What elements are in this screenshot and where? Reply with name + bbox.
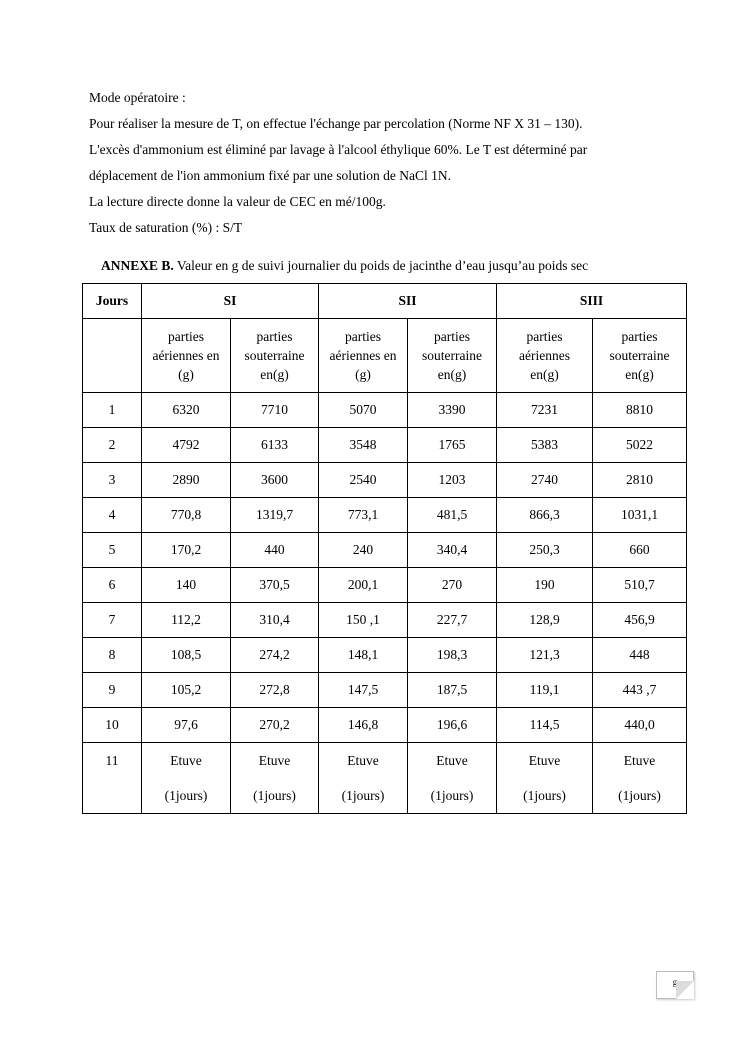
table-cell-value: 148,1 [319,638,408,673]
table-cell-value: 1031,1 [593,498,687,533]
procedure-text [89,85,689,241]
table-cell-value: 105,2 [142,673,231,708]
table-row [83,638,687,673]
table-cell-day: 5 [83,533,142,568]
table-cell-value: 240 [319,533,408,568]
table-cell-value: 440,0 [593,708,687,743]
table-cell-day: 11 [83,743,142,814]
table-cell-value: 7710 [231,393,319,428]
annex-description: Valeur en g de suivi journalier du poids de jacinthe d’eau jusqu’au poids sec [173,258,589,273]
table-cell-value: 198,3 [408,638,497,673]
annex-title [101,258,588,274]
table-cell-value: 119,1 [497,673,593,708]
table-cell-value: 5383 [497,428,593,463]
table-cell-day: 10 [83,708,142,743]
table-cell-etuve: Etuve (1jours) [319,743,408,814]
table-cell-value: 187,5 [408,673,497,708]
table-cell-etuve: Etuve (1jours) [593,743,687,814]
table-cell-day: 8 [83,638,142,673]
table-cell-value: 114,5 [497,708,593,743]
table-cell-day: 9 [83,673,142,708]
procedure-line: déplacement de l'ion ammonium fixé par une solution de NaCl 1N. [89,168,451,183]
table-cell-value: 170,2 [142,533,231,568]
table-row [83,673,687,708]
header-jours: Jours [83,284,142,319]
table-cell-value: 2740 [497,463,593,498]
table-cell-etuve: Etuve (1jours) [497,743,593,814]
procedure-heading: Mode opératoire : [89,90,186,105]
table-cell-value: 3548 [319,428,408,463]
table-row [83,568,687,603]
table-cell-day: 6 [83,568,142,603]
table-cell-value: 660 [593,533,687,568]
table-cell-value: 5070 [319,393,408,428]
annex-label: ANNEXE B. [101,258,174,273]
subheader-empty [83,319,142,393]
table-cell-value: 370,5 [231,568,319,603]
table-cell-value: 270 [408,568,497,603]
table-row [83,428,687,463]
table-cell-value: 97,6 [142,708,231,743]
table-cell-value: 146,8 [319,708,408,743]
header-siii: SIII [497,284,687,319]
table-cell-value: 310,4 [231,603,319,638]
table-cell-value: 866,3 [497,498,593,533]
table-cell-value: 7231 [497,393,593,428]
table-cell-value: 121,3 [497,638,593,673]
table-cell-day: 3 [83,463,142,498]
table-cell-etuve: Etuve (1jours) [142,743,231,814]
table-cell-value: 140 [142,568,231,603]
procedure-line: L'excès d'ammonium est éliminé par lavage à l'alcool éthylique 60%. Le T est déterminé par [89,142,588,157]
table-cell-value: 112,2 [142,603,231,638]
table-row [83,603,687,638]
table-cell-value: 150 ,1 [319,603,408,638]
table-cell-value: 448 [593,638,687,673]
procedure-line: Pour réaliser la mesure de T, on effectue l'échange par percolation (Norme NF X 31 – 130). [89,116,583,131]
table-cell-value: 5022 [593,428,687,463]
table-cell-value: 227,7 [408,603,497,638]
header-sii: SII [319,284,497,319]
table-row [83,393,687,428]
table-cell-value: 200,1 [319,568,408,603]
table-body [83,393,687,743]
table-row [83,708,687,743]
table-cell-value: 6133 [231,428,319,463]
table-cell-day: 7 [83,603,142,638]
table-subheader-row [83,319,687,393]
table-cell-value: 510,7 [593,568,687,603]
table-header-row [83,284,687,319]
table-cell-value: 274,2 [231,638,319,673]
weight-table [82,283,687,814]
table-cell-value: 1203 [408,463,497,498]
table-cell-value: 773,1 [319,498,408,533]
table-row [83,533,687,568]
table-cell-value: 250,3 [497,533,593,568]
table-cell-value: 196,6 [408,708,497,743]
table-cell-value: 6320 [142,393,231,428]
subheader-cell: parties aériennes en(g) [497,319,593,393]
table-cell-value: 272,8 [231,673,319,708]
table-cell-value: 128,9 [497,603,593,638]
table-cell-value: 270,2 [231,708,319,743]
table-cell-value: 440 [231,533,319,568]
table-cell-value: 147,5 [319,673,408,708]
table-cell-value: 2810 [593,463,687,498]
table-cell-value: 108,5 [142,638,231,673]
table-cell-value: 481,5 [408,498,497,533]
table-cell-value: 1319,7 [231,498,319,533]
table-cell-value: 770,8 [142,498,231,533]
table-row [83,498,687,533]
table-cell-value: 190 [497,568,593,603]
table-cell-value: 8810 [593,393,687,428]
header-si: SI [142,284,319,319]
table-cell-value: 2540 [319,463,408,498]
page-fold-icon [676,981,694,999]
page-number: g [656,971,694,999]
table-cell-value: 2890 [142,463,231,498]
subheader-cell: parties souterraine en(g) [231,319,319,393]
table-cell-etuve: Etuve (1jours) [408,743,497,814]
subheader-cell: parties aériennes en (g) [142,319,231,393]
table-row [83,463,687,498]
table-cell-value: 443 ,7 [593,673,687,708]
table-cell-value: 340,4 [408,533,497,568]
subheader-cell: parties aériennes en (g) [319,319,408,393]
subheader-cell: parties souterraine en(g) [593,319,687,393]
table-cell-value: 1765 [408,428,497,463]
table-cell-day: 1 [83,393,142,428]
table-cell-day: 2 [83,428,142,463]
table-row-etuve [83,743,687,814]
procedure-line: Taux de saturation (%) : S/T [89,220,243,235]
table-cell-value: 456,9 [593,603,687,638]
table-cell-value: 4792 [142,428,231,463]
procedure-line: La lecture directe donne la valeur de CEC en mé/100g. [89,194,386,209]
subheader-cell: parties souterraine en(g) [408,319,497,393]
table-cell-value: 3390 [408,393,497,428]
table-cell-etuve: Etuve (1jours) [231,743,319,814]
table-cell-day: 4 [83,498,142,533]
table-cell-value: 3600 [231,463,319,498]
